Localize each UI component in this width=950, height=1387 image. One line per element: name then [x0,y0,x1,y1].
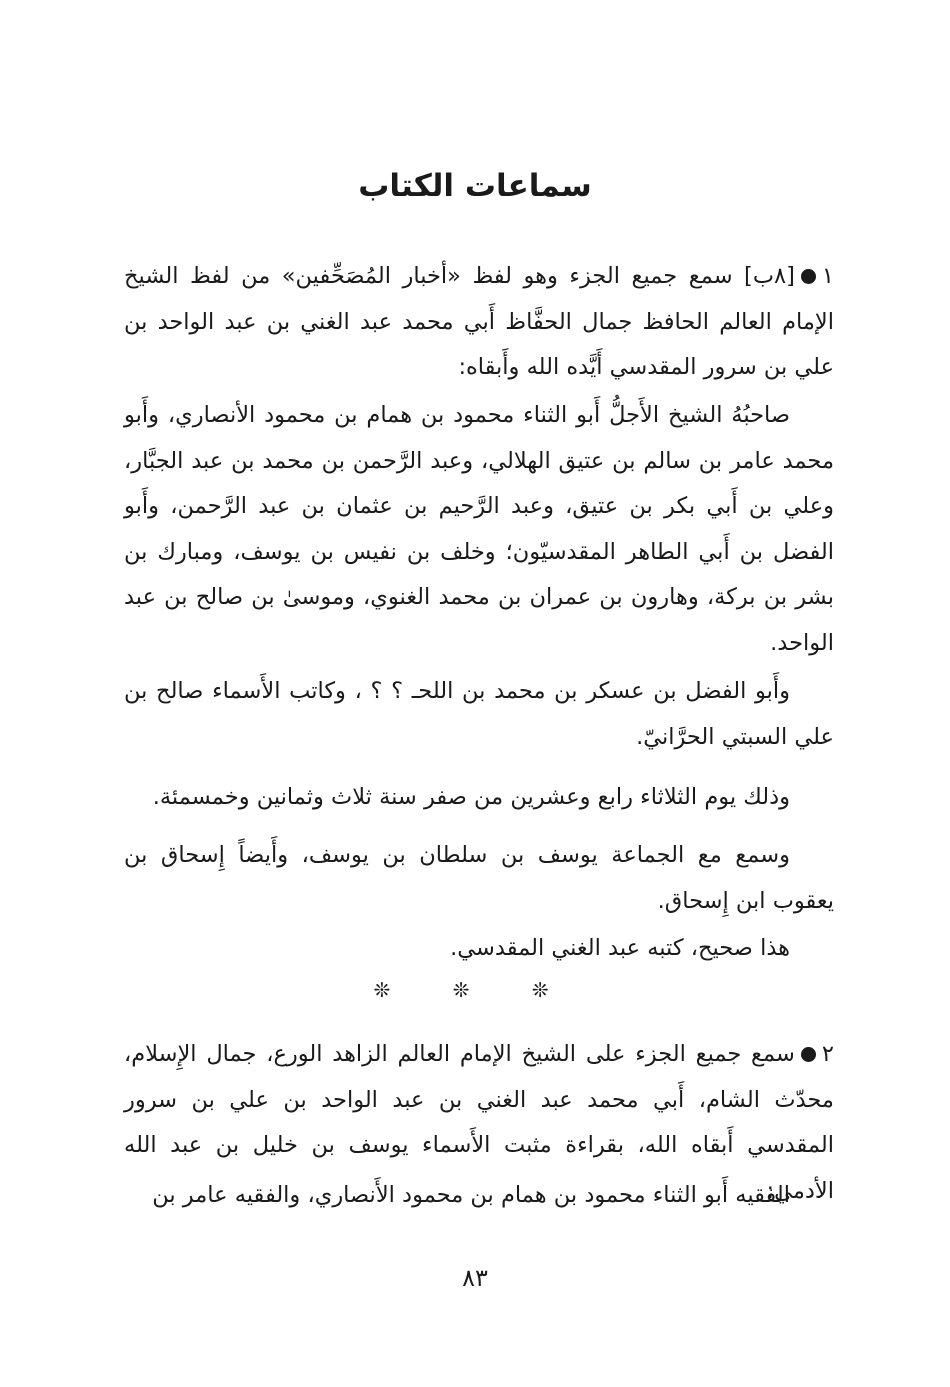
page-title: سماعات الكتاب [358,168,592,204]
bullet-icon [801,1047,816,1062]
entry-1-text: [٨ب] سمع جميع الجزء وهو لفظ «أخبار المُصَحِّفين» من لفظ الشيخ الإمام العالم الحافظ جمال الحفَّاظ أَبي محمد عبد الغني بن عبد الواحد بن علي بن سرور المقدسي أَيَّده الله وأَبقاه: [124,263,834,380]
page-number: ٨٣ [462,1264,488,1292]
entry-1-paragraph [124,254,834,391]
entry-2-listeners-paragraph: الفقيه أَبو الثناء محمود بن همام بن محمود الأَنصاري، والفقيه عامر بن [152,1182,790,1208]
entry-2-text: سمع جميع الجزء على الشيخ الإمام العالم الزاهد الورع، جمال الإِسلام، محدّث الشام، أَبي محمد عبد الغني بن عبد الواحد بن علي بن سرور المقدسي أَبقاه الله، بقراءة مثبت الأَسماء يوسف بن خليل بن عبد الله الأدمي: [124,1041,834,1204]
date-paragraph: وذلك يوم الثلاثاء رابع وعشرين من صفر سنة ثلاث وثمانين وخمسمئة. [152,784,790,810]
also-heard-paragraph: وسمع مع الجماعة يوسف بن سلطان بن يوسف، وأَيضاً إِسحاق بن يعقوب ابن إِسحاق. [124,842,834,914]
section-separator: ❊ ❊ ❊ [373,978,577,1002]
signature-paragraph: هذا صحيح، كتبه عبد الغني المقدسي. [450,935,790,961]
entry-1-number: ١ [821,263,834,289]
bullet-icon [801,269,816,284]
listeners-paragraph: صاحبُهُ الشيخ الأَجلُّ أَبو الثناء محمود بن همام بن محمود الأنصاري، وأَبو محمد عامر بن سالم بن عتيق الهلالي، وعبد الرَّحمن بن محمد بن عبد الجبَّار، وعلي بن أَبي بكر بن عتيق، وعبد الرَّحيم بن عثمان بن عبد الرَّحمن، وأَبو الفضل بن أَبي الطاهر المقدسيّون؛ وخلف بن نفيس بن يوسف، ومبارك بن بشر بن بركة، وهارون بن عمران بن محمد الغنوي، وموسىٰ بن صالح بن عبد الواحد. [124,402,834,656]
entry-2-number: ٢ [821,1041,834,1067]
listeners-continued-paragraph: وأَبو الفضل بن عسكر بن محمد بن اللحـ ؟ ؟ ، وكاتب الأَسماء صالح بن علي السبتي الحرَّانيّ. [124,678,834,750]
